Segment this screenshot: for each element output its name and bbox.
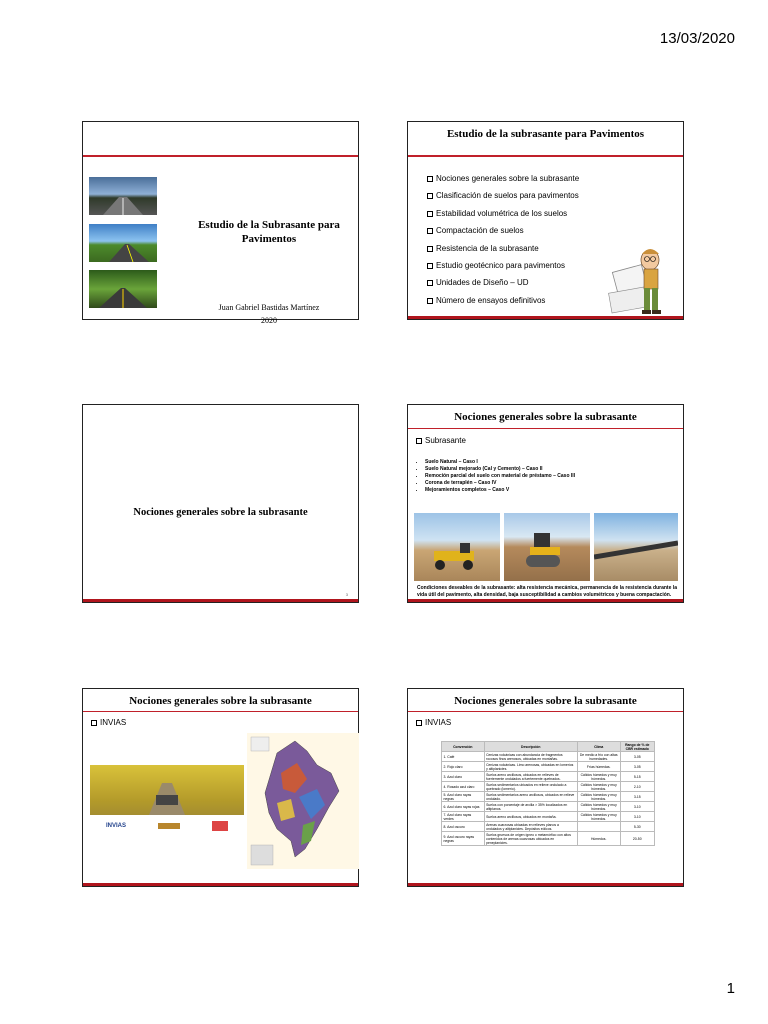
table-cell: Cálidos húmedos y muy húmedos. bbox=[577, 782, 620, 792]
table-cell: 3-10 bbox=[620, 812, 655, 822]
checkbox-icon bbox=[427, 263, 433, 269]
table-cell: Suelos areno arcillosos, ubicados en relieves de fuertemente ondulados a fuertemente quebrados. bbox=[484, 772, 577, 782]
table-row bbox=[442, 762, 655, 772]
road-photo-3 bbox=[89, 270, 157, 308]
checkbox-icon bbox=[416, 438, 422, 444]
slide-3 bbox=[82, 404, 359, 603]
logo-strip bbox=[90, 815, 244, 837]
toc-item: Nociones generales sobre la subrasante bbox=[427, 170, 579, 187]
author: Juan Gabriel Bastidas Martínez bbox=[218, 303, 320, 312]
list-item: • Mejoramientos completos – Caso V bbox=[425, 487, 575, 494]
table-cell: Cálidos húmedos y muy húmedos. bbox=[577, 812, 620, 822]
checkbox-icon bbox=[427, 246, 433, 252]
table-row bbox=[442, 752, 655, 762]
checkbox-icon bbox=[416, 720, 422, 726]
table-cell: 3-05 bbox=[620, 752, 655, 762]
checkbox-icon bbox=[91, 720, 97, 726]
table-cell: 9. Azul oscuro rayas negras bbox=[442, 832, 485, 846]
toc-item: Estabilidad volumétrica de los suelos bbox=[427, 205, 579, 222]
pipeline-photo bbox=[594, 513, 678, 581]
list-item: • Suelo Natural – Caso I bbox=[425, 459, 575, 466]
slide-number: 3 bbox=[345, 592, 348, 597]
section-title: Nociones generales sobre la subrasante bbox=[133, 507, 308, 518]
column-header: Convención bbox=[442, 742, 485, 752]
column-header: Rango de % de CBR estimado bbox=[620, 742, 655, 752]
table-cell: Suelos con porcentaje de arcilla > 35% localizados en altiplanos. bbox=[484, 802, 577, 812]
slide-title: Estudio de la Subrasante para Pavimentos bbox=[198, 219, 340, 245]
table-cell: Frías húmedas. bbox=[577, 762, 620, 772]
government-logo-icon bbox=[158, 823, 180, 829]
table-cell: 3. Azul claro bbox=[442, 772, 485, 782]
table-cell: Suelos sedimentarios areno arcillosos, ubicados en relieve ondulado. bbox=[484, 792, 577, 802]
checkbox-icon bbox=[427, 193, 433, 199]
slide-6 bbox=[407, 688, 684, 887]
table-cell: Húmedos. bbox=[577, 832, 620, 846]
checkbox-icon bbox=[427, 176, 433, 182]
table-cell: Cálidos húmedos y muy húmedos. bbox=[577, 792, 620, 802]
road-photo-2 bbox=[89, 224, 157, 262]
slide-4 bbox=[407, 404, 684, 603]
table-cell: De medio a frío con altas humedades. bbox=[577, 752, 620, 762]
table-row bbox=[442, 802, 655, 812]
table-cell: 3-05 bbox=[620, 762, 655, 772]
section-heading: Subrasante bbox=[416, 436, 466, 445]
print-date: 13/03/2020 bbox=[659, 30, 735, 47]
toc-item: Estudio geotécnico para pavimentos bbox=[427, 257, 579, 274]
table-row bbox=[442, 772, 655, 782]
bullet-list bbox=[417, 459, 575, 494]
slide-1 bbox=[82, 121, 359, 325]
conditions-text: Condiciones deseables de la subrasante: alta resistencia mecánica, permanencia de la resistencia durante la vida útil del pavimento, alta densidad, baja susceptibilidad a cambios volumétricos y buena compactación. bbox=[417, 585, 677, 598]
section-heading: INVIAS bbox=[91, 718, 126, 727]
cartoon-man-reading-icon bbox=[604, 238, 684, 318]
table-cell: Cenizas volcánicas. Limo arenosas, ubicadas en lomeríos y altiplanicies. bbox=[484, 762, 577, 772]
table-cell: Cálidos húmedos y muy húmedos. bbox=[577, 802, 620, 812]
toc-item: Clasificación de suelos para pavimentos bbox=[427, 187, 579, 204]
table-cell: 20-50 bbox=[620, 832, 655, 846]
list-item: • Remoción parcial del suelo con material de préstamo – Caso III bbox=[425, 473, 575, 480]
mintransporte-logo-icon bbox=[212, 821, 228, 831]
table-header-row bbox=[442, 742, 655, 752]
slide-2 bbox=[407, 121, 684, 320]
slide-title: Nociones generales sobre la subrasante bbox=[454, 695, 637, 707]
table-cell: Cálidos húmedos y muy húmedos. bbox=[577, 772, 620, 782]
grader-photo bbox=[414, 513, 500, 581]
cbr-table bbox=[441, 741, 655, 846]
table-cell: 6. Azul claro rayas rojas bbox=[442, 802, 485, 812]
table-cell: 3-15 bbox=[620, 792, 655, 802]
column-header: Descripción bbox=[484, 742, 577, 752]
road-photo-1 bbox=[89, 177, 157, 215]
checkbox-icon bbox=[427, 280, 433, 286]
column-header: Clima bbox=[577, 742, 620, 752]
table-cell bbox=[577, 822, 620, 832]
roller-photo bbox=[504, 513, 590, 581]
table-cell: 2-10 bbox=[620, 782, 655, 792]
table-cell: 5-30 bbox=[620, 822, 655, 832]
slide-title: Nociones generales sobre la subrasante bbox=[129, 695, 312, 707]
checkbox-icon bbox=[427, 228, 433, 234]
table-cell: Suelos sedimentarios ubicados en relieve ondulado a quebrado (lomerío). bbox=[484, 782, 577, 792]
table-row bbox=[442, 812, 655, 822]
table-cell: 1. Café bbox=[442, 752, 485, 762]
table-row bbox=[442, 832, 655, 846]
table-cell: 4. Rosado azul claro bbox=[442, 782, 485, 792]
table-cell: Cenizas volcánicas con abundancia de fragmentos rocosos finos arenosos, ubicadas en montañas. bbox=[484, 752, 577, 762]
year: 2020 bbox=[261, 316, 277, 325]
toc-item: Compactación de suelos bbox=[427, 222, 579, 239]
list-item: • Corona de terraplén – Caso IV bbox=[425, 480, 575, 487]
table-cell: 5-15 bbox=[620, 772, 655, 782]
table-row bbox=[442, 782, 655, 792]
page-number: 1 bbox=[726, 980, 735, 997]
table-row bbox=[442, 792, 655, 802]
table-cell: 3-10 bbox=[620, 802, 655, 812]
checkbox-icon bbox=[427, 211, 433, 217]
toc-item: Resistencia de la subrasante bbox=[427, 240, 579, 257]
table-row bbox=[442, 822, 655, 832]
section-heading: INVIAS bbox=[416, 718, 451, 727]
toc-item: Número de ensayos definitivos bbox=[427, 292, 579, 309]
slide-5 bbox=[82, 688, 359, 887]
table-cell: 5. Azul claro rayas negras bbox=[442, 792, 485, 802]
colombia-soil-map bbox=[247, 733, 359, 869]
table-cell: Suelos areno arcillosos, ubicados en montaña. bbox=[484, 812, 577, 822]
table-cell: Arenas cuarzosas ubicadas en relieves planos a ondulados y altiplanicies. Depósitos eólicos. bbox=[484, 822, 577, 832]
toc-list bbox=[427, 170, 579, 309]
toc-item: Unidades de Diseño – UD bbox=[427, 274, 579, 291]
table-cell: 8. Azul oscuro bbox=[442, 822, 485, 832]
checkbox-icon bbox=[427, 298, 433, 304]
table-cell: 7. Azul claro rayas verdes bbox=[442, 812, 485, 822]
table-cell: 2. Rojo claro bbox=[442, 762, 485, 772]
slide-title: Nociones generales sobre la subrasante bbox=[454, 411, 637, 423]
invias-logo: INVIAS bbox=[105, 823, 126, 829]
table-cell: Suelos gruesos de origen ígneo o metamórfico con altos contenidos de arenas cuarzosas ubicados en peneplanicies. bbox=[484, 832, 577, 846]
slide-title: Estudio de la subrasante para Pavimentos bbox=[446, 128, 645, 140]
list-item: • Suelo Natural mejorado (Cal y Cemento) – Caso II bbox=[425, 466, 575, 473]
